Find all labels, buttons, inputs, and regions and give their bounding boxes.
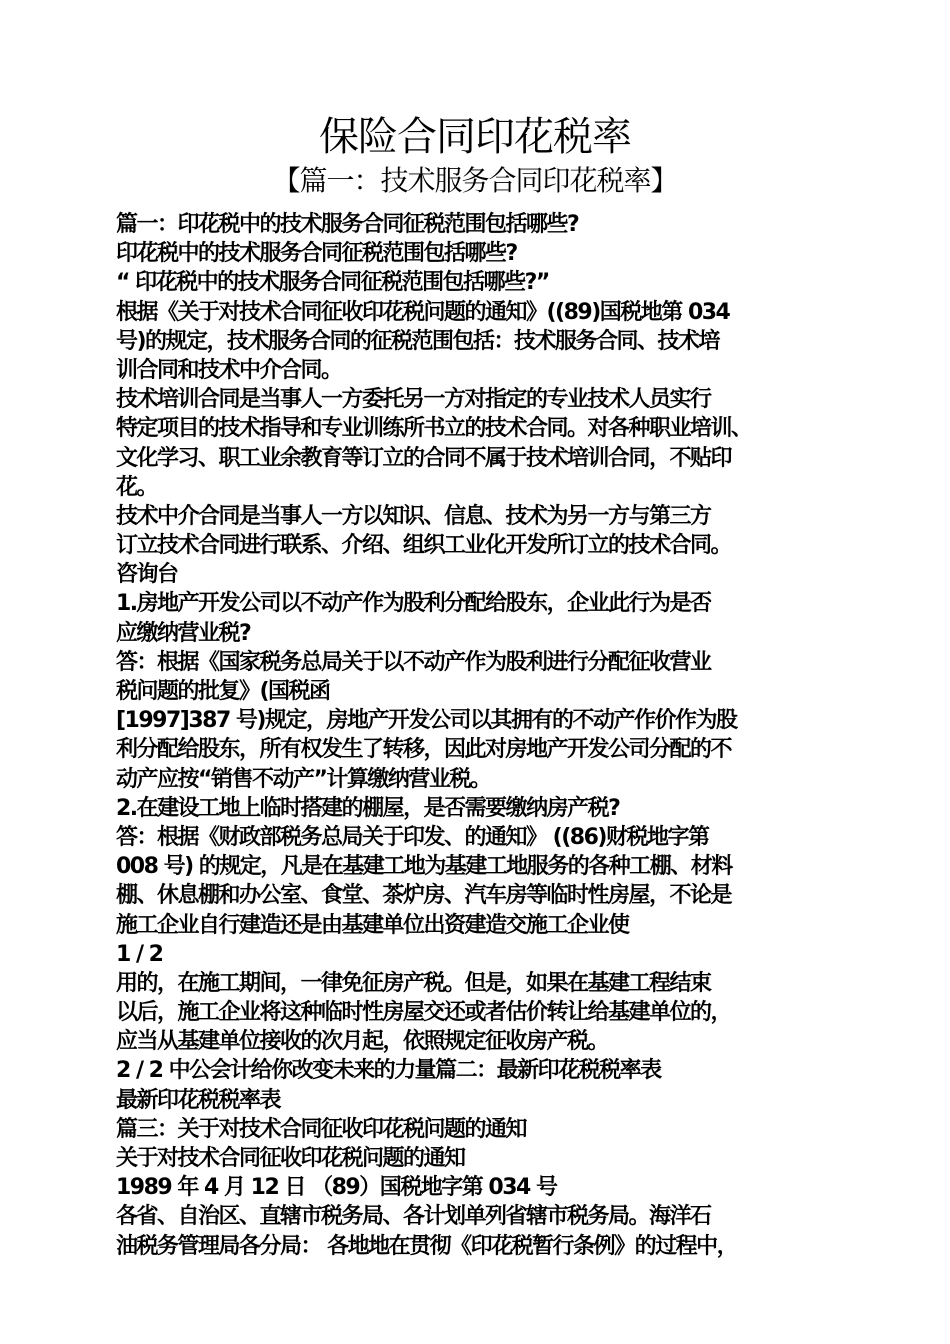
text-line: “ 印花税中的技术服务合同征税范围包括哪些?” [116,270,549,296]
text-line: 008 号) 的规定，凡是在基建工地为基建工地服务的各种工棚、材料 [116,854,732,880]
document-body [116,210,846,1261]
text-line: 施工企业自行建造还是由基建单位出资建造交施工企业使 [116,912,629,938]
text-line: 花。 [116,474,158,500]
text-line: 关于对技术合同征收印花税问题的通知 [116,1146,465,1171]
text-line: 技术培训合同是当事人一方委托另一方对指定的专业技术人员实行 [116,387,711,413]
text-line: 税问题的批复》(国税函 [116,679,330,704]
text-line: 应当从基建单位接收的次月起，依照规定征收房产税。 [116,1029,609,1055]
text-line: 最新印花税税率表 [116,1087,281,1113]
text-line: 油税务管理局各分局： 各地地在贯彻《印花税暂行条例》的过程中， [116,1233,738,1259]
text-line: 2 / 2 中公会计给你改变未来的力量篇二：最新印花税税率表 [116,1058,661,1084]
text-line: 篇三：关于对技术合同征收印花税问题的通知 [116,1116,527,1142]
text-line: 答：根据《国家税务总局关于以不动产作为股利进行分配征收营业 [116,649,711,675]
text-line: 利分配给股东，所有权发生了转移，因此对房地产开发公司分配的不 [116,737,732,763]
text-line: 1 / 2 [116,941,163,967]
text-line: 1.房地产开发公司以不动产作为股利分配给股东，企业此行为是否 [116,591,711,617]
text-line: 篇一：印花税中的技术服务合同征税范围包括哪些? [116,212,579,237]
text-line: 以后，施工企业将这种临时性房屋交还或者估价转让给基建单位的， [116,1000,732,1026]
document-subtitle: 【篇一：技术服务合同印花税率】 [272,164,678,197]
text-line: 各省、自治区、直辖市税务局、各计划单列省辖市税务局。海洋石 [116,1204,711,1230]
document-title: 保险合同印花税率 [319,114,631,160]
text-line: 动产应按“销售不动产”计算缴纳营业税。 [116,766,491,792]
text-line: 答：根据《财政部税务总局关于印发、的通知》 ((86)财税地字第 [116,824,709,850]
text-line: 用的，在施工期间，一律免征房产税。但是，如果在基建工程结束 [116,970,711,996]
text-line: 根据《关于对技术合同征收印花税问题的通知》((89)国税地第 034 [116,299,730,325]
text-line: 2.在建设工地上临时搭建的棚屋，是否需要缴纳房产税? [116,795,620,821]
text-line: 订立技术合同进行联系、介绍、组织工业化开发所订立的技术合同。 [116,533,732,559]
text-line: 特定项目的技术指导和专业训练所书立的技术合同。对各种职业培训、 [116,416,752,442]
text-line: [1997]387 号)规定，房地产开发公司以其拥有的不动产作价作为股 [116,708,737,734]
text-line: 棚、休息棚和办公室、食堂、茶炉房、汽车房等临时性房屋，不论是 [116,883,732,909]
text-line: 应缴纳营业税? [116,620,251,646]
text-line: 文化学习、职工业余教育等订立的合同不属于技术培训合同，不贴印 [116,445,732,471]
text-line: 印花税中的技术服务合同征税范围包括哪些? [116,241,517,267]
text-line: 1989 年 4 月 12 日 （89）国税地字第 034 号 [116,1175,557,1201]
text-line: 训合同和技术中介合同。 [116,357,342,383]
text-line: 咨询台 [116,562,178,588]
text-line: 技术中介合同是当事人一方以知识、信息、技术为另一方与第三方 [116,503,711,529]
text-line: 号)的规定，技术服务合同的征税范围包括：技术服务合同、技术培 [116,328,720,354]
